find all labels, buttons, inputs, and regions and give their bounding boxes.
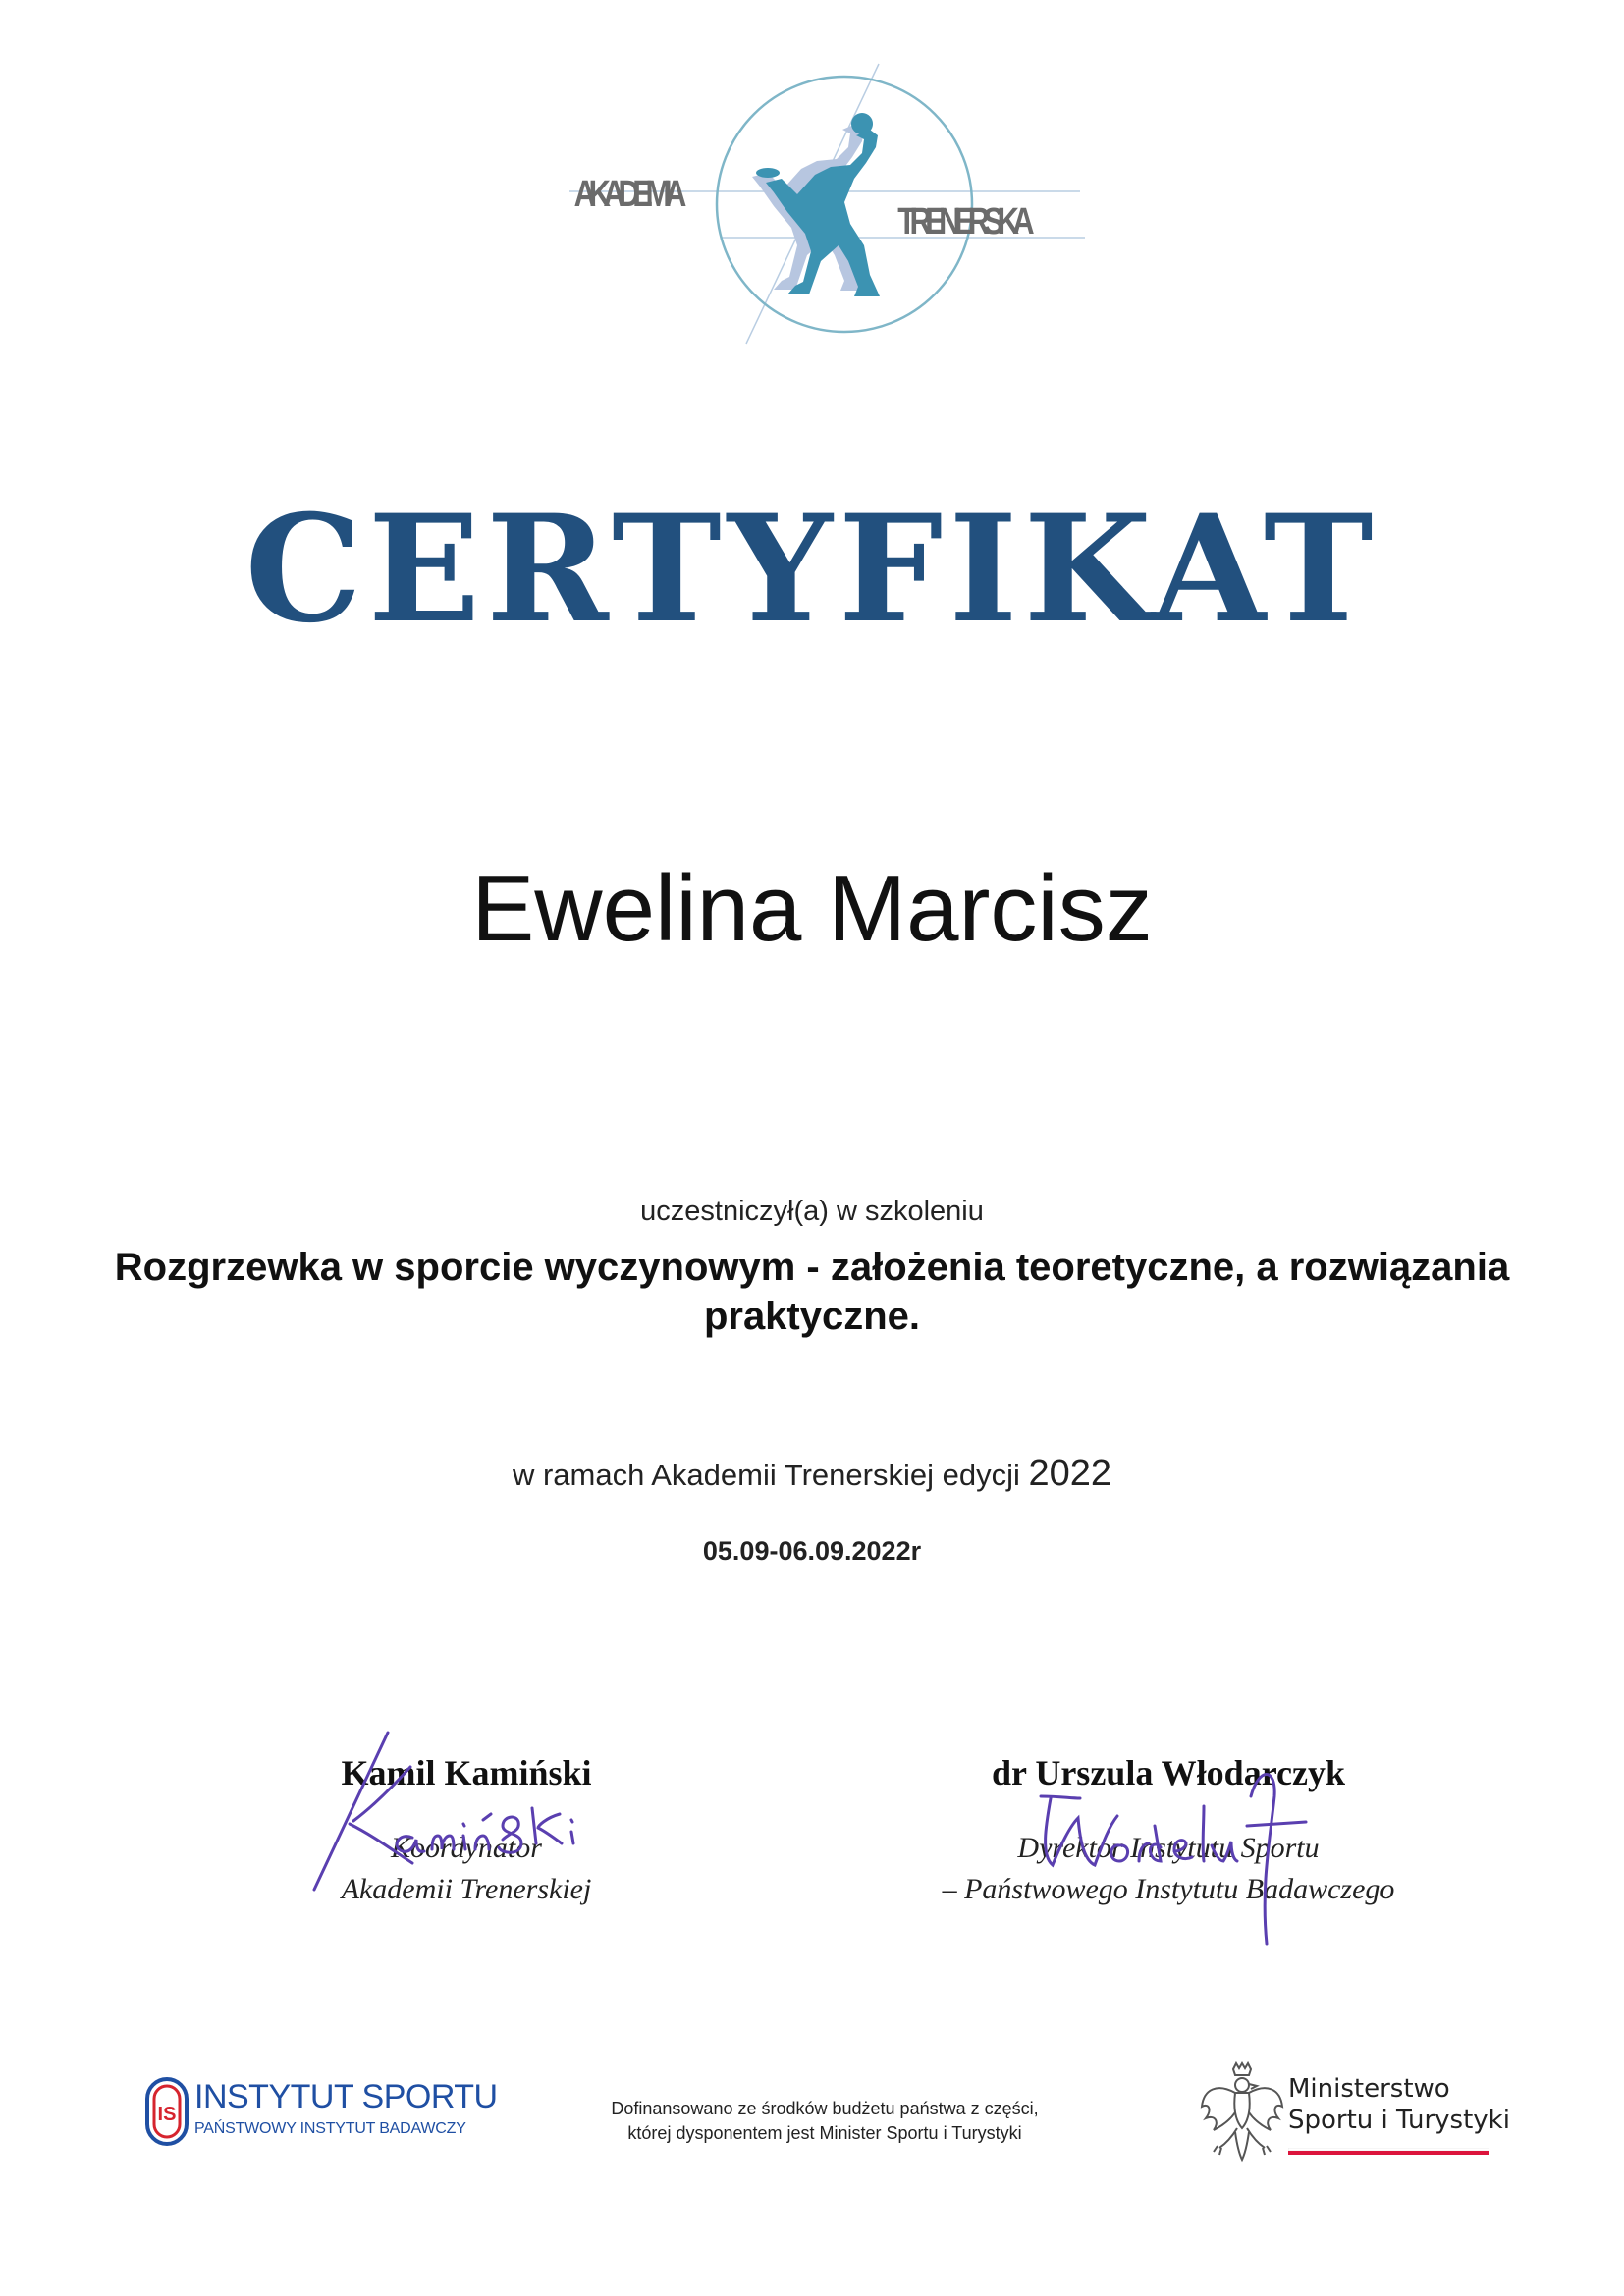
- funding-note: [569, 2097, 1080, 2146]
- course-dates: 05.09-06.09.2022r: [702, 1536, 922, 1566]
- edition-year: 2022: [1028, 1453, 1112, 1494]
- akademia-trenerska-logo: [550, 59, 1100, 353]
- certificate-title: CERTYFIKAT: [244, 483, 1380, 656]
- signatory-1-name: Kamil Kamiński: [341, 1753, 592, 1792]
- signatory-2-name: dr Urszula Włodarczyk: [991, 1753, 1346, 1792]
- edition-prefix: w ramach Akademii Trenerskiej edycji: [512, 1458, 1020, 1492]
- signatory-1-role-line1: Koordynator: [391, 1832, 542, 1864]
- funding-note-line1: Dofinansowano ze środków budżetu państwa z części,: [611, 2099, 1039, 2118]
- logo-word-right: TRENERSKA: [897, 201, 1035, 242]
- recipient-name: Ewelina Marcisz: [471, 856, 1153, 961]
- ministry-flag-bar: [1288, 2148, 1489, 2155]
- instytut-sportu-subtitle: PAŃSTWOWY INSTYTUT BADAWCZY: [194, 2120, 466, 2137]
- signatory-2-role-line1: Dyrektor Instytutu Sportu: [1017, 1832, 1320, 1864]
- ministry-name-line1: Ministerstwo: [1288, 2074, 1450, 2104]
- signatory-1-role-line2: Akademii Trenerskiej: [341, 1873, 592, 1905]
- signatory-2-role: [864, 1828, 1473, 1910]
- participation-statement: uczestniczył(a) w szkoleniu: [640, 1196, 984, 1227]
- edition-line: [0, 1453, 1624, 1495]
- instytut-sportu-logo-mark: [145, 2077, 189, 2146]
- instytut-sportu-mark-text: IS: [157, 2104, 177, 2125]
- signatory-1-role: [265, 1828, 668, 1910]
- polish-eagle-emblem-icon: [1198, 2059, 1286, 2163]
- ministry-name: [1288, 2073, 1510, 2136]
- funding-note-line2: której dysponentem jest Minister Sportu i Turystyki: [627, 2123, 1022, 2143]
- instytut-sportu-title: INSTYTUT SPORTU: [194, 2078, 498, 2115]
- logo-word-left: AKADEMIA: [573, 174, 687, 215]
- ministry-name-line2: Sportu i Turystyki: [1288, 2106, 1510, 2135]
- signatory-2-role-line2: – Państwowego Instytutu Badawczego: [942, 1873, 1395, 1905]
- course-title: Rozgrzewka w sporcie wyczynowym - założenia teoretyczne, a rozwiązania praktyczne.: [114, 1246, 1510, 1338]
